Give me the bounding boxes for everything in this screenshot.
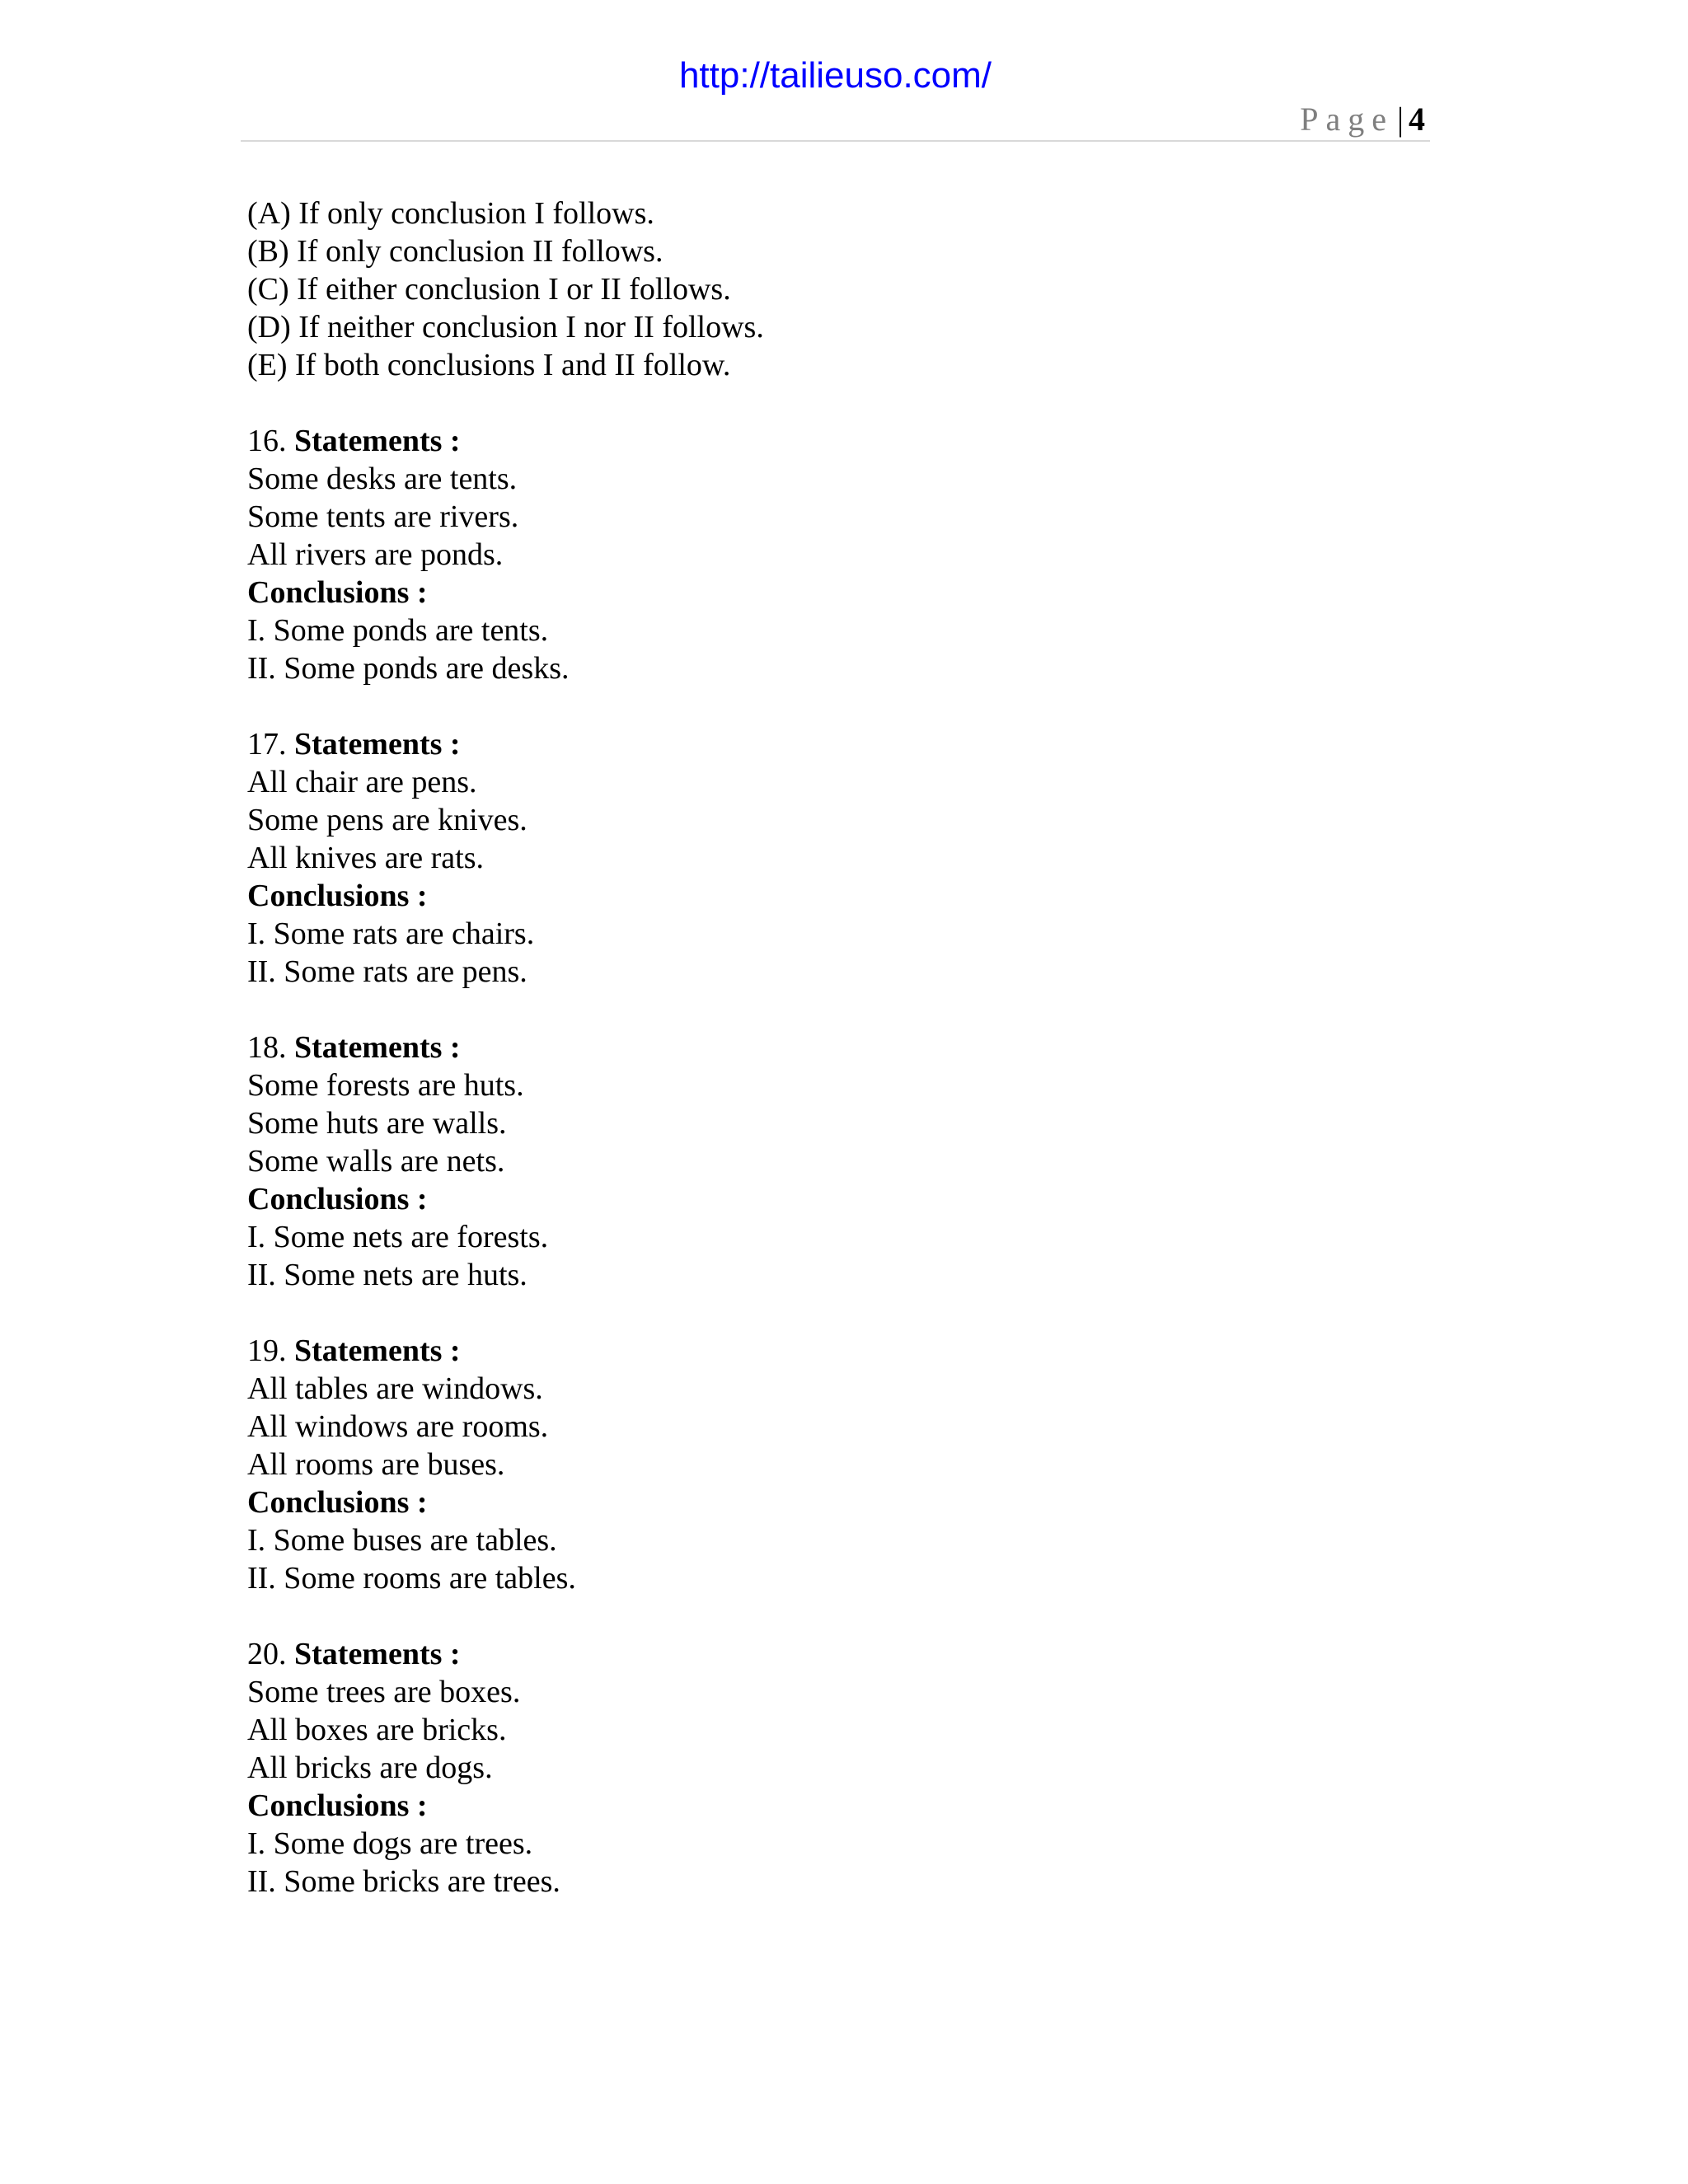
conclusion: I. Some dogs are trees. — [247, 1826, 533, 1861]
statement: All bricks are dogs. — [247, 1750, 493, 1785]
page-header — [241, 49, 1430, 142]
statement: Some tents are rivers. — [247, 499, 519, 534]
statement: Some pens are knives. — [247, 803, 528, 837]
question-heading — [247, 1635, 1418, 1673]
page-separator: | — [1396, 101, 1404, 138]
statement: All chair are pens. — [247, 765, 477, 799]
spacer — [247, 991, 1418, 1029]
page-number-label — [1300, 99, 1425, 140]
conclusion: II. Some nets are huts. — [247, 1258, 528, 1292]
statements-label: Statements : — [294, 1333, 461, 1368]
conclusion: II. Some bricks are trees. — [247, 1864, 560, 1899]
conclusion: I. Some rats are chairs. — [247, 916, 535, 951]
statement: Some trees are boxes. — [247, 1675, 521, 1709]
statement: All knives are rats. — [247, 841, 485, 875]
document-body — [247, 194, 1418, 1900]
question-17 — [247, 725, 1418, 991]
spacer — [247, 1294, 1418, 1332]
statements-label: Statements : — [294, 1030, 461, 1065]
spacer — [247, 1597, 1418, 1635]
statement: All rooms are buses. — [247, 1447, 505, 1482]
conclusions-label: Conclusions : — [247, 575, 428, 610]
page-word: Page — [1300, 101, 1394, 138]
conclusions-label: Conclusions : — [247, 1182, 428, 1216]
conclusion: II. Some rats are pens. — [247, 954, 528, 989]
option-c: (C) If either conclusion I or II follows. — [247, 272, 731, 307]
statement: All windows are rooms. — [247, 1409, 549, 1444]
conclusion: I. Some buses are tables. — [247, 1523, 557, 1558]
conclusions-label: Conclusions : — [247, 879, 428, 913]
page-number: 4 — [1409, 101, 1425, 138]
spacer — [247, 384, 1418, 422]
question-heading — [247, 422, 1418, 460]
option-a: (A) If only conclusion I follows. — [247, 196, 654, 231]
spacer — [247, 687, 1418, 725]
statement: Some forests are huts. — [247, 1068, 524, 1103]
conclusions-label: Conclusions : — [247, 1788, 428, 1823]
question-20 — [247, 1635, 1418, 1900]
question-number: 16. — [247, 424, 287, 458]
question-heading — [247, 725, 1418, 763]
question-16 — [247, 422, 1418, 687]
question-number: 20. — [247, 1637, 287, 1671]
conclusion: I. Some ponds are tents. — [247, 613, 549, 648]
answer-options — [247, 194, 1418, 384]
question-heading — [247, 1332, 1418, 1370]
statements-label: Statements : — [294, 1637, 461, 1671]
header-url-link[interactable]: http://tailieuso.com/ — [678, 55, 992, 96]
question-19 — [247, 1332, 1418, 1597]
conclusion: II. Some rooms are tables. — [247, 1561, 576, 1596]
statement: All boxes are bricks. — [247, 1713, 507, 1747]
option-d: (D) If neither conclusion I nor II follows. — [247, 310, 764, 344]
option-e: (E) If both conclusions I and II follow. — [247, 348, 731, 382]
question-number: 19. — [247, 1333, 287, 1368]
statement: All rivers are ponds. — [247, 537, 504, 572]
conclusion: I. Some nets are forests. — [247, 1220, 549, 1254]
question-18 — [247, 1029, 1418, 1294]
question-number: 17. — [247, 727, 287, 762]
question-heading — [247, 1029, 1418, 1066]
statement: Some walls are nets. — [247, 1144, 505, 1179]
conclusions-label: Conclusions : — [247, 1485, 428, 1520]
conclusion: II. Some ponds are desks. — [247, 651, 570, 686]
option-b: (B) If only conclusion II follows. — [247, 234, 663, 269]
statements-label: Statements : — [294, 727, 461, 762]
statement: Some huts are walls. — [247, 1106, 507, 1141]
statement: All tables are windows. — [247, 1371, 543, 1406]
question-number: 18. — [247, 1030, 287, 1065]
statement: Some desks are tents. — [247, 462, 518, 496]
statements-label: Statements : — [294, 424, 461, 458]
